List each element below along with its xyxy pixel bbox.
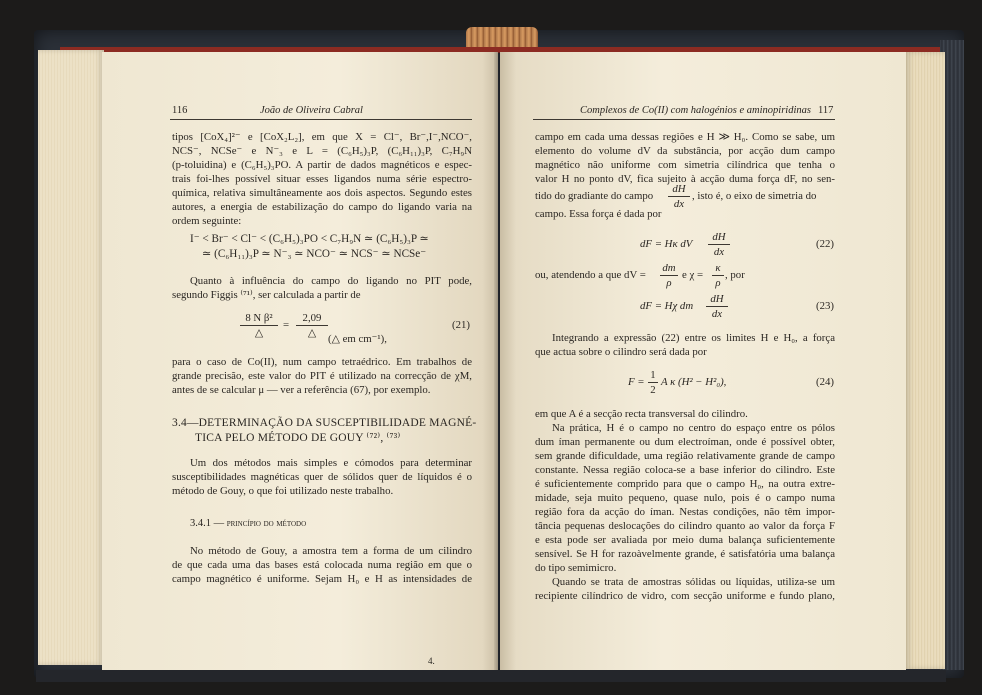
left-page-number: 116 bbox=[172, 105, 188, 116]
right-paragraph-3: em que A é a secção recta transversal do cilindro. bbox=[535, 408, 748, 420]
left-header-rule bbox=[170, 119, 472, 120]
subsection-heading-3-4-1: 3.4.1 — princípio do método bbox=[190, 518, 307, 529]
right-page: Complexos de Co(II) com halogénios e aminopiridinas 117 campo em cada uma dessas regiões e H ≫ H₀. Como se sabe, um elemento do volume dV da substância, por acção dum campo magnético não uniforme com simetria cilíndrica que tenha o valor H no ponto dV, fica sujeito à acção duma força dF, no sen- tido do gradiante do campo dH dx , isto é, o eixo de simetria do campo. Essa força é dada por dF = Hκ dV dH dx (22) ou, atendendo a que dV = dm ρ e χ = κ ρ , por dF = Hχ dm dH dx (23) Integrando a expressão (22) entre os limites H e H₀, a força que actua sobre o cilindro será dada por F = 1 2 A κ (H² − H²₀), (24) em que A é a secção recta transversal do cilindro. Na prática, H é o campo no centro do espaço entre os pólos dum íman permanente ou dum electroíman, onde é possível obter, sem grande dificuldade, uma região relativamente grande de campo constante. Nessa região coloca-se a base inferior do cilindro. Este é suficientemente comprido para que o campo H₀, na outra extre- midade, seja muito pequeno, quase nulo, pois é o campo numa região fora da acção do íman. Nestas condições, não têm impor- tância pequenas deslocações do cilindro quanto ao valor da força F e esta pode ser avaliada por meio duma balança suficientemente sensível. Se H for razoàvelmente grande, é satisfatória uma balança do tipo semimicro. Quando se trata de amostras sólidas ou líquidas, utiliza-se um recipiente cilíndrico de vidro, com secção uniforme e fundo plano, bbox=[500, 52, 906, 670]
right-header-rule bbox=[533, 119, 835, 120]
right-running-head: Complexos de Co(II) com halogénios e aminopiridinas bbox=[580, 105, 811, 116]
book-bottom-edge bbox=[36, 670, 946, 682]
left-page: 116 João de Oliveira Cabral tipos [CoX₄]²⁻ e [CoX₂L₂], em que X = Cl⁻, Br⁻,I⁻,NCO⁻, NCS⁻, NCSe⁻ e N⁻₃ e L = (C₆H₅)₃P, (C₆H₁₁)₃P, C₇H₉N (p-toluidina) e (C₆H₅)₃PO. A partir de dados magnéticos e espec- trais foi-lhes possível situar esses ligandos numa série espectro- química, relativa simultâneamente aos dois aspectos. Segundo estes autores, a energia de estabilização do campo do ligando varia na ordem seguinte: I⁻ < Br⁻ < Cl⁻ < (C₆H₅)₃PO < C₇H₉N ≃ (C₆H₅)₃P ≃ ≃ (C₆H₁₁)₃P ≃ N⁻₃ ≃ NCO⁻ ≃ NCS⁻ ≃ NCSe⁻ Quanto à influência do campo do ligando no PIT pode, segundo Figgis ⁽⁷¹⁾, ser calculada a partir de 8 N β² △ = 2,09 △ (△ em cm⁻¹), (21) para o caso de Co(II), num campo tetraédrico. Em trabalhos de grande precisão, este valor do PIT é utilizado na correcção de χM, antes de se calcular μ — ver a referência (67), por exemplo. 3.4—DETERMINAÇÃO DA SUSCEPTIBILIDADE MAGNÉ- TICA PELO MÉTODO DE GOUY ⁽⁷²⁾, ⁽⁷³⁾ Um dos métodos mais simples e cómodos para determinar susceptibilidades magnéticas quer de sólidos quer de líquidos é o método de Gouy, o que foi utilizado neste trabalho. 3.4.1 — princípio do método No método de Gouy, a amostra tem a forma de um cilindro de que cada uma das bases está colocada numa região em que o campo magnético é uniforme. Sejam H₀ e H as intensidades de 4. bbox=[102, 52, 498, 672]
right-page-stack bbox=[905, 52, 945, 669]
left-running-head: João de Oliveira Cabral bbox=[260, 105, 363, 116]
signature-mark: 4. bbox=[428, 656, 435, 666]
right-page-number: 117 bbox=[818, 105, 834, 116]
left-page-stack bbox=[38, 50, 104, 665]
